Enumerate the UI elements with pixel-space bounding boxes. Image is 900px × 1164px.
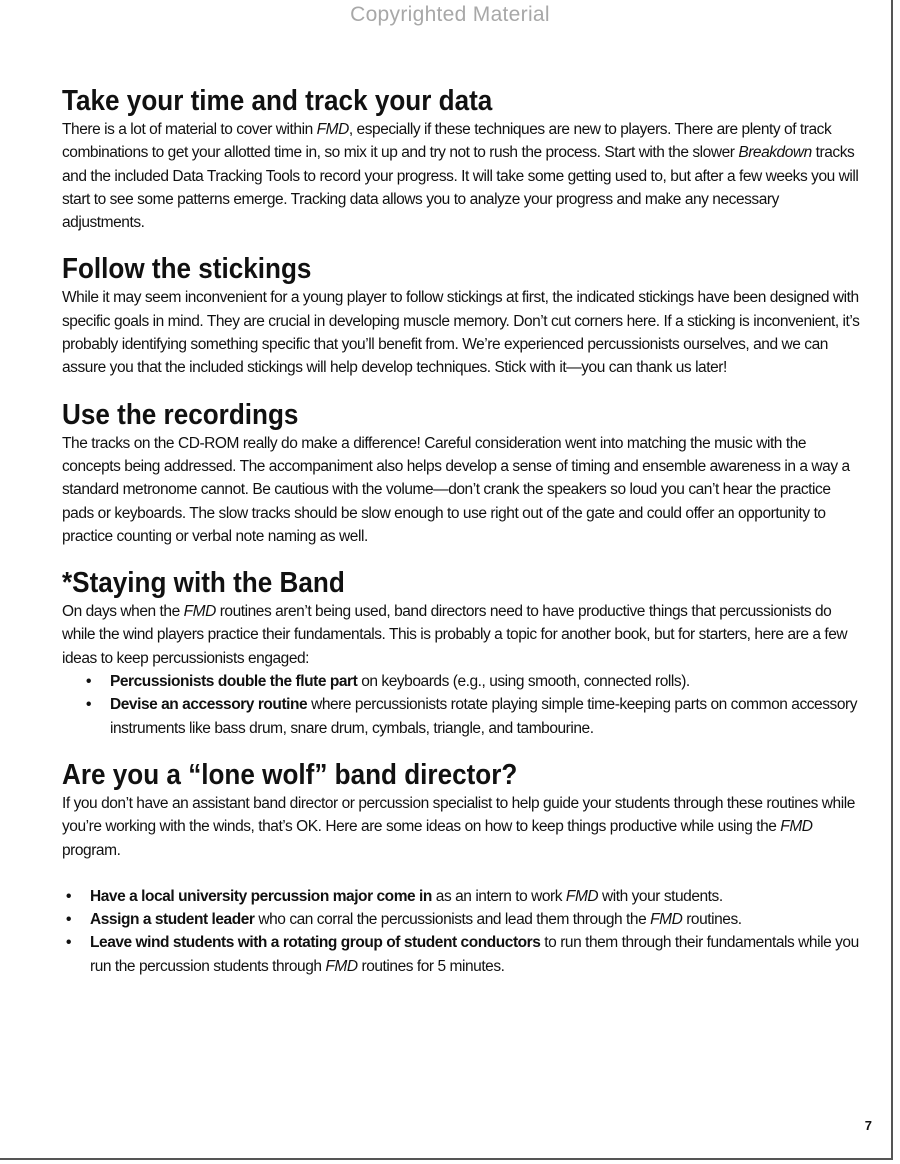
section-heading: Are you a “lone wolf” band director? (62, 758, 518, 791)
text-run: who can corral the percussionists and lead them through the (254, 911, 651, 929)
bold-phrase: Leave wind students with a rotating group of student conductors (90, 934, 541, 952)
text-run: tracks and the included Data Tracking Tools to record your progress. It will take some getting used to, but after a few weeks you will start to see some patterns emerge. Tracking data allows you to analyze your progress and make any necessary adjustments. (62, 144, 859, 232)
italic-term: FMD (650, 911, 683, 929)
text-run: program. (62, 841, 121, 859)
text-run: with your students. (598, 887, 723, 905)
section-paragraph (62, 118, 862, 234)
page-content (62, 80, 862, 996)
text-run: If you don’t have an assistant band director or percussion specialist to help guide your students through these routines while you’re working with the winds, that’s OK. Here are some ideas on how to keep things productive while using the (62, 794, 855, 836)
text-run: routines. (682, 911, 742, 929)
italic-term: FMD (183, 603, 216, 621)
text-run: on keyboards (e.g., using smooth, connected rolls). (357, 673, 690, 691)
idea-list (62, 885, 862, 978)
section-lone-wolf (62, 758, 862, 978)
section-paragraph (62, 600, 862, 670)
idea-list (62, 670, 862, 740)
text-run: to run them through their fundamentals while you run the percussion students through (90, 934, 859, 975)
text-run: , especially if these techniques are new to players. There are plenty of track combinations to get your allotted time in, so mix it up and try not to rush the process. Start with the slower (62, 121, 832, 162)
bold-phrase: Percussionists double the flute part (110, 673, 358, 691)
italic-term: FMD (325, 957, 358, 975)
section-heading: Take your time and track your data (62, 85, 493, 117)
list-item (62, 670, 862, 693)
bold-phrase: Assign a student leader (90, 911, 255, 929)
section-heading: *Staying with the Band (62, 567, 345, 600)
section-track-data (62, 84, 862, 234)
italic-term: FMD (316, 121, 349, 138)
bold-phrase: Have a local university percussion major come in (90, 887, 432, 905)
text-run: While it may seem inconvenient for a young player to follow stickings at first, the indicated stickings have been designed with specific goals in mind. They are crucial in developing muscle memory. Don’t cut corners here. If a sticking is inconvenient, it’s probably identifying something specific that you’ll benefit from. We’re experienced percussionists ourselves, and we can assure you that the included stickings will help develop techniques. Stick with it—you can thank us later! (62, 289, 860, 377)
italic-term: FMD (565, 887, 599, 905)
section-paragraph (62, 286, 862, 379)
page-number: 7 (864, 1118, 872, 1133)
spacer (62, 862, 862, 885)
text-run: as an intern to work (431, 887, 566, 905)
text-run: There is a lot of material to cover within (62, 121, 317, 138)
list-item (62, 931, 862, 978)
section-heading: Follow the stickings (62, 253, 312, 286)
section-recordings (62, 398, 862, 548)
section-paragraph (62, 432, 862, 548)
section-paragraph (62, 792, 862, 862)
text-run: where percussionists rotate playing simple time-keeping parts on common accessory instruments like bass drum, snare drum, cymbals, triangle, and tambourine. (110, 696, 857, 737)
list-item (62, 693, 862, 740)
section-staying-with-band (62, 566, 862, 740)
section-heading: Use the recordings (62, 398, 299, 431)
text-run: The tracks on the CD-ROM really do make a difference! Careful consideration went into matching the music with the concepts being addressed. The accompaniment also helps develop a sense of timing and ensemble awareness in a way a standard metronome cannot. Be cautious with the volume—don’t crank the speakers so loud you can’t hear the practice pads or keyboards. The slow tracks should be slow enough to use right out of the gate and could offer an opportunity to practice counting or verbal note naming as well. (62, 434, 850, 545)
text-run: routines for 5 minutes. (357, 957, 505, 975)
copyright-watermark: Copyrighted Material (350, 3, 550, 26)
list-item (62, 908, 862, 931)
section-stickings (62, 252, 862, 379)
text-run: On days when the (62, 603, 184, 621)
italic-term: Breakdown (738, 144, 812, 162)
text-run: routines aren’t being used, band directors need to have productive things that percussionists do while the wind players practice their fundamentals. This is probably a topic for another book, but for starters, here are a few ideas to keep percussionists engaged: (62, 603, 848, 667)
italic-term: FMD (780, 818, 813, 836)
list-item (62, 885, 862, 908)
bold-phrase: Devise an accessory routine (110, 696, 308, 714)
